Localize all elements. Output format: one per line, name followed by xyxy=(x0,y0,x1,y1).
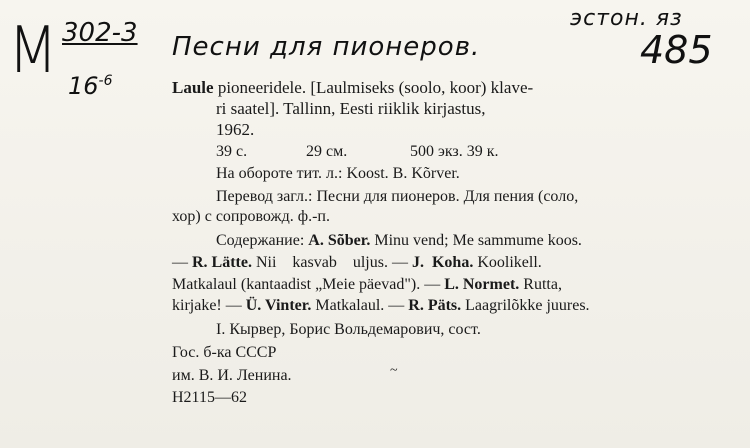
entry-author: Laule xyxy=(172,78,214,97)
contents-work-4: Matkalaul (kantaadist „Meie päevad"). — xyxy=(172,276,441,293)
entry-contents-3 xyxy=(172,275,562,295)
entry-line-3: 1962. xyxy=(216,120,255,139)
entry-contents-4 xyxy=(172,296,590,316)
contents-work-8: Laagrilõkke juures. xyxy=(465,297,590,314)
handwritten-title: Песни для пионеров. xyxy=(172,32,481,62)
entry-translation-2: хор) с сопровожд. ф.-п. xyxy=(172,208,330,225)
entry-verso: На обороте тит. л.: Koost. B. Kõrver. xyxy=(216,165,460,182)
handwritten-language-note: эстон. яз xyxy=(570,6,683,31)
handwritten-letter: M xyxy=(8,14,58,88)
contents-work-6: kirjake! — xyxy=(172,297,242,314)
entry-compiler: I. Кырвер, Борис Вольдемарович, сост. xyxy=(216,321,481,338)
entry-line-1 xyxy=(172,78,533,98)
contents-work-5: Rutta, xyxy=(523,276,562,293)
handwritten-number: 485 xyxy=(640,28,713,72)
entry-translation-1: Перевод загл.: Песни для пионеров. Для пения (соло, xyxy=(216,188,579,205)
entry-copies: 500 экз. 39 к. xyxy=(410,143,499,160)
contents-dash: — xyxy=(172,254,188,271)
contents-label: Содержание: xyxy=(216,232,305,249)
entry-pages: 39 с. xyxy=(216,143,248,160)
library-name: Гос. б-ка СССР xyxy=(172,344,277,361)
contents-author-1: A. Sõber. xyxy=(308,232,371,249)
handwritten-code-bottom xyxy=(68,72,113,100)
entry-line-2: ri saatel]. Tallinn, Eesti riiklik kirjastus, xyxy=(216,99,486,118)
contents-work-1: Minu vend; Me sammume koos. xyxy=(374,232,582,249)
contents-author-2: R. Lätte. xyxy=(192,254,252,271)
library-subname: им. В. И. Ленина. xyxy=(172,367,292,384)
contents-author-5: Ü. Vinter. xyxy=(245,297,312,314)
contents-author-6: R. Päts. xyxy=(408,297,462,314)
entry-contents-1 xyxy=(216,231,582,251)
handwritten-code-top: 302-3 xyxy=(62,18,138,48)
entry-line-1-rest: pioneeridele. [Laulmiseks (soolo, koor) klave- xyxy=(217,78,534,97)
contents-work-7: Matkalaul. — xyxy=(315,297,405,314)
contents-work-3: Koolikell. xyxy=(477,254,542,271)
entry-contents-2 xyxy=(172,253,542,273)
contents-work-2: Nii kasvab uljus. — xyxy=(255,254,408,271)
handwritten-code-bottom-sup: -6 xyxy=(98,73,113,89)
entry-size: 29 см. xyxy=(306,143,348,160)
contents-author-4: L. Normet. xyxy=(444,276,520,293)
catalog-number: Н2115—62 xyxy=(172,389,247,406)
library-mark: ~ xyxy=(390,363,398,378)
handwritten-code-bottom-main: 16 xyxy=(68,72,99,100)
contents-author-3: J. Koha. xyxy=(411,254,474,271)
